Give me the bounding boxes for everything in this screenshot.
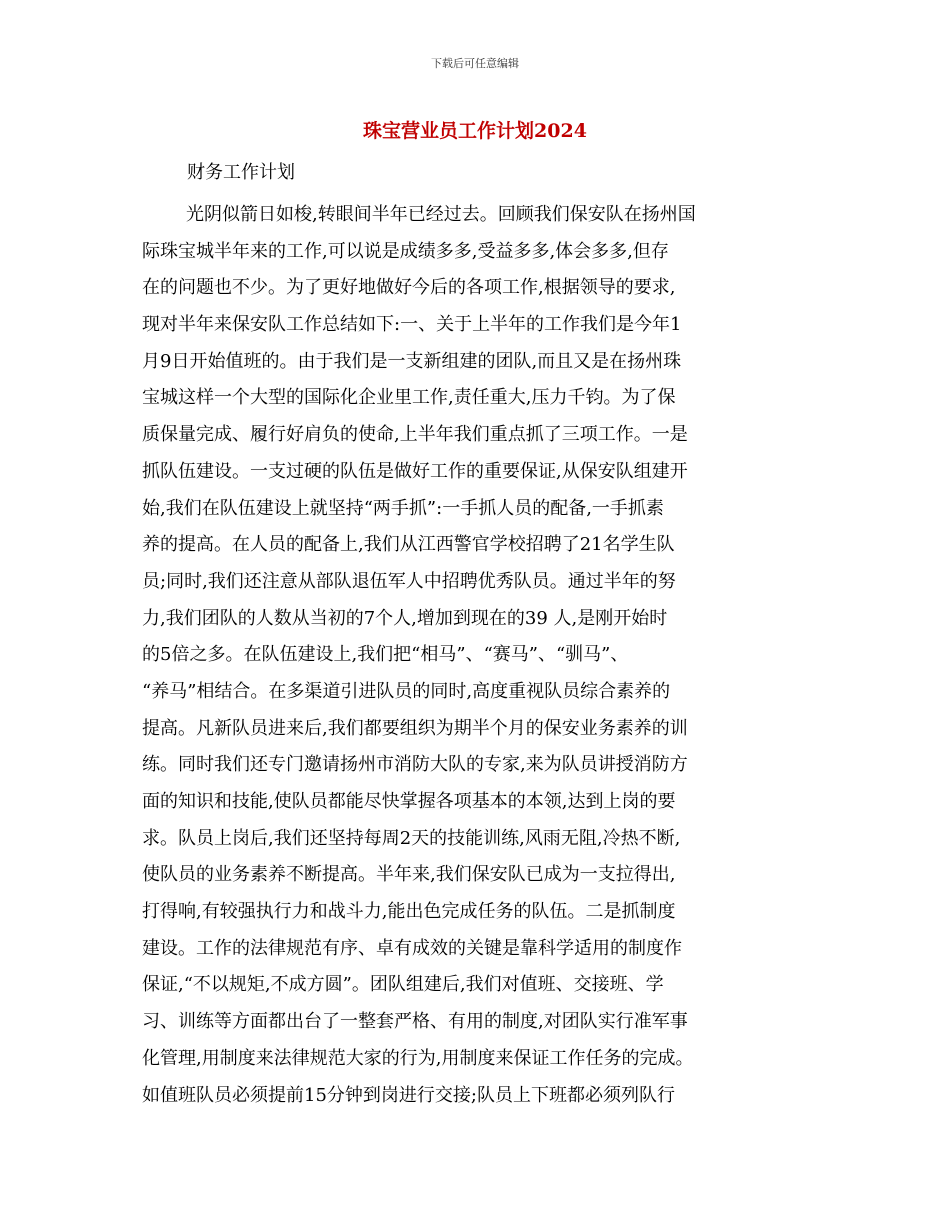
body-line: 宝城这样一个大型的国际化企业里工作,责任重大,压力千钧。为了保 [142, 387, 676, 409]
body-line: 始,我们在队伍建设上就坚持“两手抓”:一手抓人员的配备,一手抓素 [142, 497, 664, 519]
body-line: 在的问题也不少。为了更好地做好今后的各项工作,根据领导的要求, [142, 277, 676, 299]
section-subtitle: 财务工作计划 [187, 162, 295, 183]
body-line: 使队员的业务素养不断提高。半年来,我们保安队已成为一支拉得出, [142, 864, 676, 886]
body-line: “养马”相结合。在多渠道引进队员的同时,高度重视队员综合素养的 [142, 680, 671, 702]
body-line: 际珠宝城半年来的工作,可以说是成绩多多,受益多多,体会多多,但存 [142, 240, 669, 262]
body-line: 员;同时,我们还注意从部队退伍军人中招聘优秀队员。通过半年的努 [142, 570, 676, 592]
body-line: 现对半年来保安队工作总结如下:一、关于上半年的工作我们是今年1 [142, 314, 682, 336]
body-line: 养的提高。在人员的配备上,我们从江西警官学校招聘了21名学生队 [142, 534, 675, 556]
body-line: 求。队员上岗后,我们还坚持每周2天的技能训练,风雨无阻,冷热不断, [142, 827, 681, 849]
body-line: 提高。凡新队员进来后,我们都要组织为期半个月的保安业务素养的训 [142, 717, 688, 739]
body-line: 质保量完成、履行好肩负的使命,上半年我们重点抓了三项工作。一是 [142, 424, 688, 446]
body-line: 月9日开始值班的。由于我们是一支新组建的团队,而且又是在扬州珠 [142, 350, 682, 372]
document-title: 珠宝营业员工作计划2024 [363, 120, 587, 142]
page-header-note: 下载后可任意编辑 [431, 57, 519, 70]
body-line: 化管理,用制度来法律规范大家的行为,用制度来保证工作任务的完成。 [142, 1047, 694, 1069]
body-line: 力,我们团队的人数从当初的7个人,增加到现在的39 人,是刚开始时 [142, 607, 668, 629]
body-line: 建设。工作的法律规范有序、卓有成效的关键是靠科学适用的制度作 [142, 937, 682, 959]
body-line: 抓队伍建设。一支过硬的队伍是做好工作的重要保证,从保安队组建开 [142, 460, 688, 482]
body-line: 的5倍之多。在队伍建设上,我们把“相马”、“赛马”、“驯马”、 [142, 644, 629, 666]
body-line: 保证,“不以规矩,不成方圆”。团队组建后,我们对值班、交接班、学 [142, 974, 664, 996]
body-line: 练。同时我们还专门邀请扬州市消防大队的专家,来为队员讲授消防方 [142, 754, 688, 776]
body-text [142, 200, 822, 1117]
body-line: 光阴似箭日如梭,转眼间半年已经过去。回顾我们保安队在扬州国 [186, 204, 696, 225]
body-line: 面的知识和技能,使队员都能尽快掌握各项基本的本领,达到上岗的要 [142, 791, 676, 812]
body-line: 如值班队员必须提前15分钟到岗进行交接;队员上下班都必须列队行 [142, 1084, 675, 1106]
body-line: 打得响,有较强执行力和战斗力,能出色完成任务的队伍。二是抓制度 [142, 901, 676, 923]
body-line: 习、训练等方面都出台了一整套严格、有用的制度,对团队实行准军事 [142, 1011, 688, 1033]
